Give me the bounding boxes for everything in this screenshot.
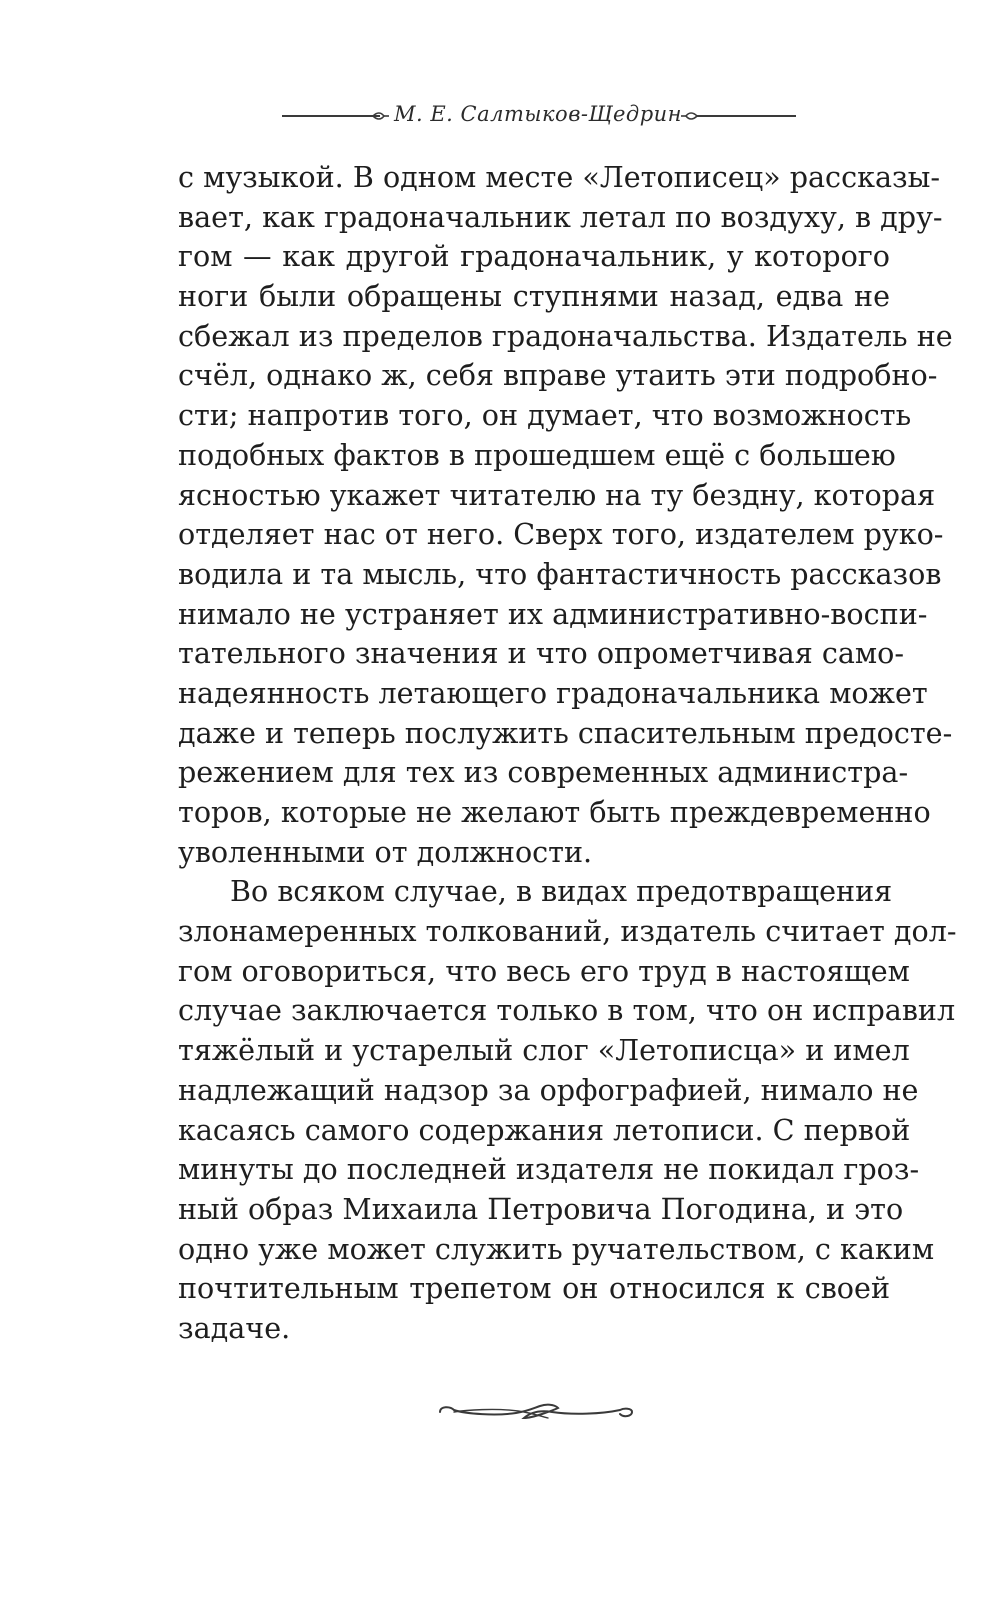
text-line: минуты до последней издателя не покидал гроз- <box>178 1152 920 1187</box>
text-line: тательного значения и что опрометчивая само- <box>178 636 905 671</box>
text-line: режением для тех из современных администра- <box>178 755 909 790</box>
text-line: одно уже может служить ручательством, с каким <box>178 1231 935 1266</box>
running-header <box>0 100 1000 132</box>
text-line: подобных фактов в прошедшем ещё с большею <box>178 437 896 472</box>
text-line: ноги были обращены ступнями назад, едва не <box>178 279 890 314</box>
text-line: сбежал из пределов градоначальства. Издатель не <box>178 318 953 353</box>
header-rule-left <box>282 115 380 117</box>
end-flourish-icon <box>436 1398 636 1426</box>
text-line: злонамеренных толкований, издатель считает дол- <box>178 914 957 949</box>
text-line: водила и та мысль, что фантастичность рассказов <box>178 556 942 591</box>
text-line: тяжёлый и устарелый слог «Летописца» и имел <box>178 1033 910 1068</box>
text-line: торов, которые не желают быть преждевременно <box>178 795 931 829</box>
text-line: уволенными от должности. <box>178 834 593 869</box>
text-line: случае заключается только в том, что он исправил <box>178 993 956 1028</box>
text-line: нимало не устраняет их административно-воспи- <box>178 596 928 631</box>
text-line: гом оговориться, что весь его труд в настоящем <box>178 953 910 988</box>
text-line: почтительным трепетом он относился к своей <box>178 1271 890 1306</box>
text-line: ный образ Михаила Петровича Погодина, и это <box>178 1191 904 1226</box>
body-text <box>178 158 957 1349</box>
text-line: вает, как градоначальник летал по воздуху, в дру- <box>178 199 943 234</box>
header-ornament-left-icon <box>372 109 390 123</box>
text-line: отделяет нас от него. Сверх того, издателем руко- <box>178 517 944 552</box>
text-line: касаясь самого содержания летописи. С первой <box>178 1112 911 1147</box>
text-line: задаче. <box>178 1310 291 1345</box>
text-line: сти; напротив того, он думает, что возможность <box>178 398 912 433</box>
text-line: счёл, однако ж, себя вправе утаить эти подробно- <box>178 358 938 393</box>
running-head-author: М. Е. Салтыков-Щедрин <box>394 102 683 126</box>
text-line: ясностью укажет читателю на ту бездну, которая <box>178 477 936 512</box>
text-line: надлежащий надзор за орфографией, нимало не <box>178 1072 919 1107</box>
text-line: надеянность летающего градоначальника может <box>178 675 928 710</box>
paragraph-1 <box>178 158 953 872</box>
text-line: Во всяком случае, в видах предотвращения <box>230 874 893 909</box>
text-line: даже и теперь послужить спасительным предосте- <box>178 715 953 750</box>
header-rule-right <box>696 115 796 117</box>
paragraph-2 <box>178 872 957 1348</box>
text-line: с музыкой. В одном месте «Летописец» рассказы- <box>178 160 941 194</box>
text-line: гом — как другой градоначальник, у которого <box>178 239 890 274</box>
